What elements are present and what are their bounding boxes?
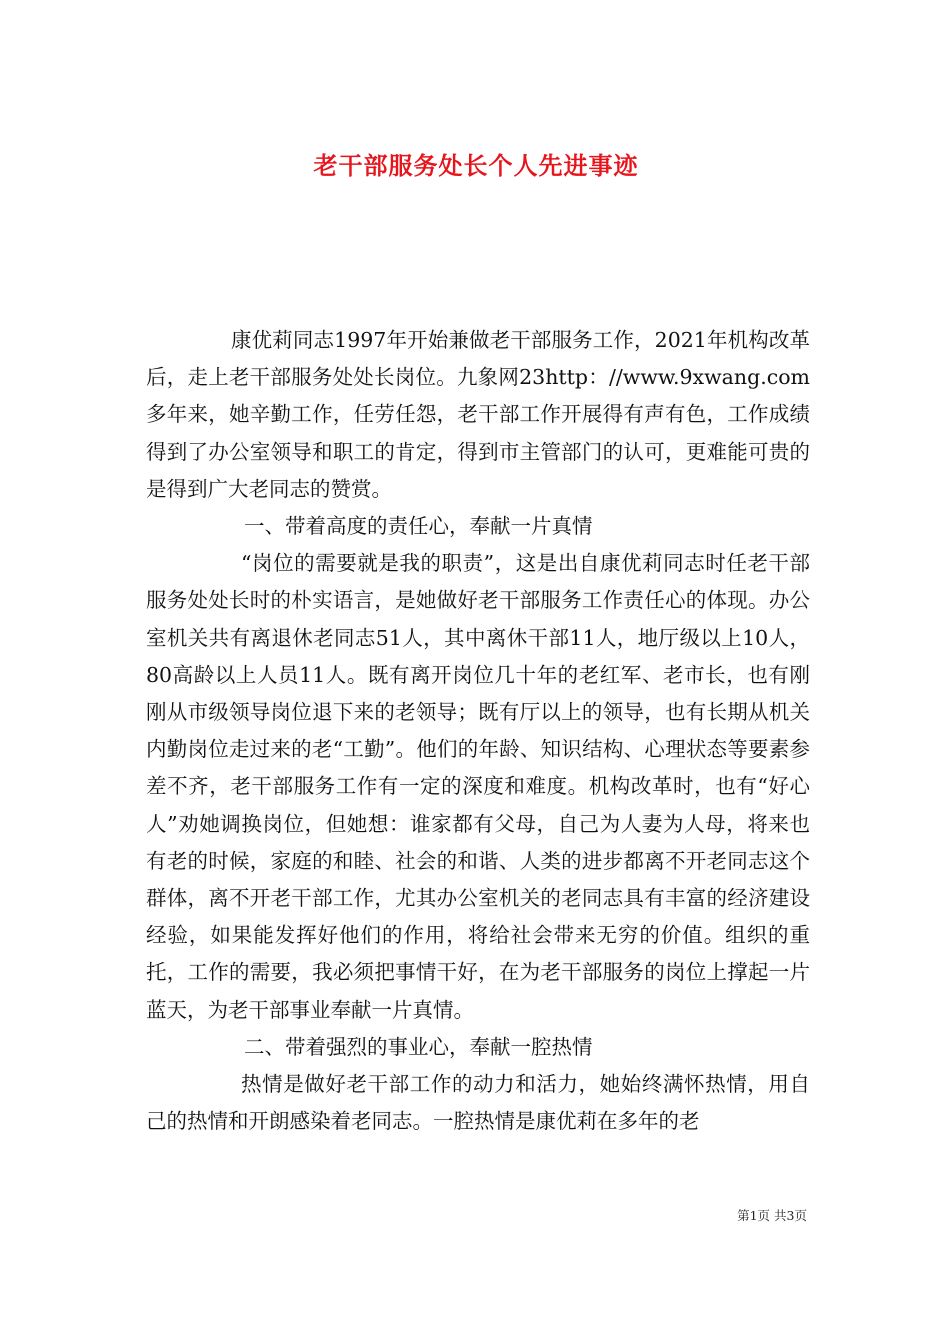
intro-paragraph: 康优莉同志1997年开始兼做老干部服务工作，2021年机构改革后，走上老干部服务处处长岗位。九象网23http：//www.9xwang.com多年来，她辛勤工作，任劳任怨，老干部工作开展得有声有色，工作成绩得到了办公室领导和职工的肯定，得到市主管部门的认可，更难能可贵的是得到广大老同志的赞赏。 (146, 328, 810, 501)
document-body (146, 322, 810, 1140)
section-2-paragraph: 热情是做好老干部工作的动力和活力，她始终满怀热情，用自己的热情和开朗感染着老同志。一腔热情是康优莉在多年的老 (146, 1072, 810, 1134)
section-heading-2: 二、带着强烈的事业心，奉献一腔热情 (244, 1034, 593, 1059)
section-heading-1: 一、带着高度的责任心，奉献一片真情 (244, 514, 593, 539)
page-number: 第1页 共3页 (737, 1208, 807, 1223)
section-1-paragraph: “岗位的需要就是我的职责”，这是出自康优莉同志时任老干部服务处处长时的朴实语言，是她做好老干部服务工作责任心的体现。办公室机关共有离退休老同志51人，其中离休干部11人，地厅级以上10人，80高龄以上人员11人。既有离开岗位几十年的老红军、老市长，也有刚刚从市级领导岗位退下来的老领导；既有厅以上的领导，也有长期从机关内勤岗位走过来的老“工勤”。他们的年龄、知识结构、心理状态等要素参差不齐，老干部服务工作有一定的深度和难度。机构改革时，也有“好心人”劝她调换岗位，但她想：谁家都有父母，自己为人妻为人母，将来也有老的时候，家庭的和睦、社会的和谐、人类的进步都离不开老同志这个群体，离不开老干部工作，尤其办公室机关的老同志具有丰富的经济建设经验，如果能发挥好他们的作用，将给社会带来无穷的价值。组织的重托，工作的需要，我必须把事情干好，在为老干部服务的岗位上撑起一片蓝天，为老干部事业奉献一片真情。 (146, 551, 810, 1022)
document-title: 老干部服务处长个人先进事迹 (313, 151, 639, 181)
